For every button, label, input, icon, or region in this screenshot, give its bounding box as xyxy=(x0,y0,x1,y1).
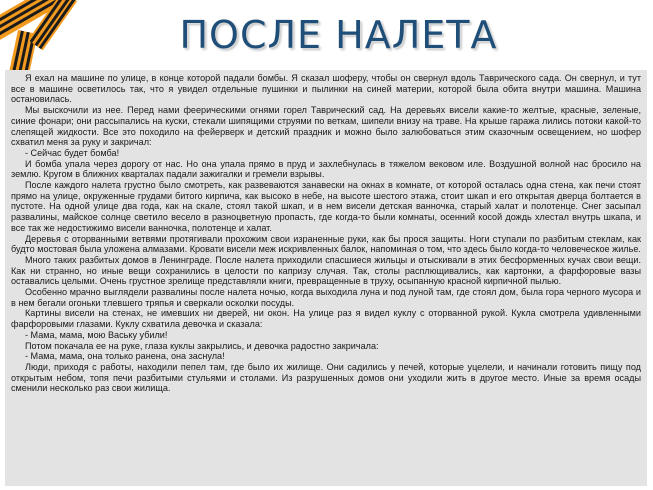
story-paragraph: Много таких разбитых домов в Ленинграде. После налета приходили спасшиеся жильцы и отыскивали в этих бесформенных кучах свои вещи. Как ни странно, но иные вещи сохранились в целости по капризу случая. Так, столы расплющивались, как картонки, а фарфоровые вазы оставались целыми. Очень грустное зрелище представляли книги, превращенные в труху, осыпанную красной кирпичной пылью. xyxy=(11,254,641,287)
story-text-box xyxy=(5,70,647,486)
story-paragraph: Мы выскочили из нее. Перед нами феерическими огнями горел Таврический сад. На деревьях висели какие-то желтые, красные, зеленые, синие фонари; они рассыпались на куски, стекали шипящими струями по веткам, шипели внизу на траве. На крыше гаража лились потоки какой-то слепящей жидкости. Все это походило на фейерверк и детский праздник и можно было залюбоваться этим сказочным освещением, но шофер схватил меня за руку и закричал: xyxy=(11,105,641,148)
page-title: ПОСЛЕ НАЛЕТА xyxy=(179,13,498,57)
dialogue-line: Потом покачала ее на руке, глаза куклы закрылись, и девочка радостно закричала: xyxy=(25,340,379,351)
story-paragraph: Деревья с оторванными ветвями протягивали прохожим свои израненные руки, как бы прося защиты. Ноги ступали по разбитым стеклам, как будто мостовая была уложена алмазами. Кровати висели меж искривленных балок, напоминая о том, что здесь было когда-то человеческое жилье. xyxy=(11,233,641,255)
slide-header xyxy=(0,0,653,70)
story-paragraph: Я ехал на машине по улице, в конце которой падали бомбы. Я сказал шоферу, чтобы он свернул вдоль Таврического сада. Он свернул, и тут все в машине осветилось так, что я увидел отдельные пушинки и пылинки на синей материи, которой была обита внутри машина. Машина остановилась. xyxy=(11,73,641,105)
divider xyxy=(0,486,653,490)
dialogue-line: - Мама, мама, мою Ваську убили! xyxy=(25,329,168,340)
story-paragraph: Картины висели на стенах, не имевших ни дверей, ни окон. На улице раз я видел куклу с оторванной рукой. Кукла смотрела удивленными фарфоровыми глазами. Куклу схватила девочка и сказала: xyxy=(11,308,641,330)
story-paragraph: Особенно мрачно выглядели развалины после налета ночью, когда выходила луна и под луной там, где стоял дом, была гора черного мусора и в нем бегали огоньки тлевшего тряпья и сверкали осколки посуды. xyxy=(11,287,641,308)
story-paragraph: Люди, приходя с работы, находили пепел там, где было их жилище. Они садились у печей, которые уцелели, и начинали готовить пищу под открытым небом, топя печи разбитыми стульями и столами. Из разрушенных домов они уходили жить в другое место. Иные за время осады сменили несколько раз свои жилища. xyxy=(11,361,641,394)
dialogue-line: - Сейчас будет бомба! xyxy=(25,147,120,158)
story-paragraph: После каждого налета грустно было смотреть, как развеваются занавески на окнах в комнате, от которой осталась одна стена, как печи стоят прямо на улице, окруженные грудами битого кирпича, как высоко в небе, на высоте шестого этажа, стоит шкап и его открытая дверца болтается в пустоте. На одной улице два года, как на скале, стоял такой шкап, и в нем висели детская ванночка, старый халат и полотенце. Снег засыпал развалины, майское солнце светило весело в разноцветную пропасть, где когда-то были комнаты, осенний косой дождь хлестал внутрь шкапа, и все так же недостижимо висели ванночка, полотенце и халат. xyxy=(11,180,641,233)
story-paragraph: И бомба упала через дорогу от нас. Но она упала прямо в пруд и захлебнулась в тяжелом вековом иле. Воздушной волной нас бросило на землю. Кругом в ближних кварталах падали зажигалки и гремели взрывы. xyxy=(11,158,641,180)
dialogue-line: - Мама, мама, она только ранена, она заснула! xyxy=(25,351,225,362)
